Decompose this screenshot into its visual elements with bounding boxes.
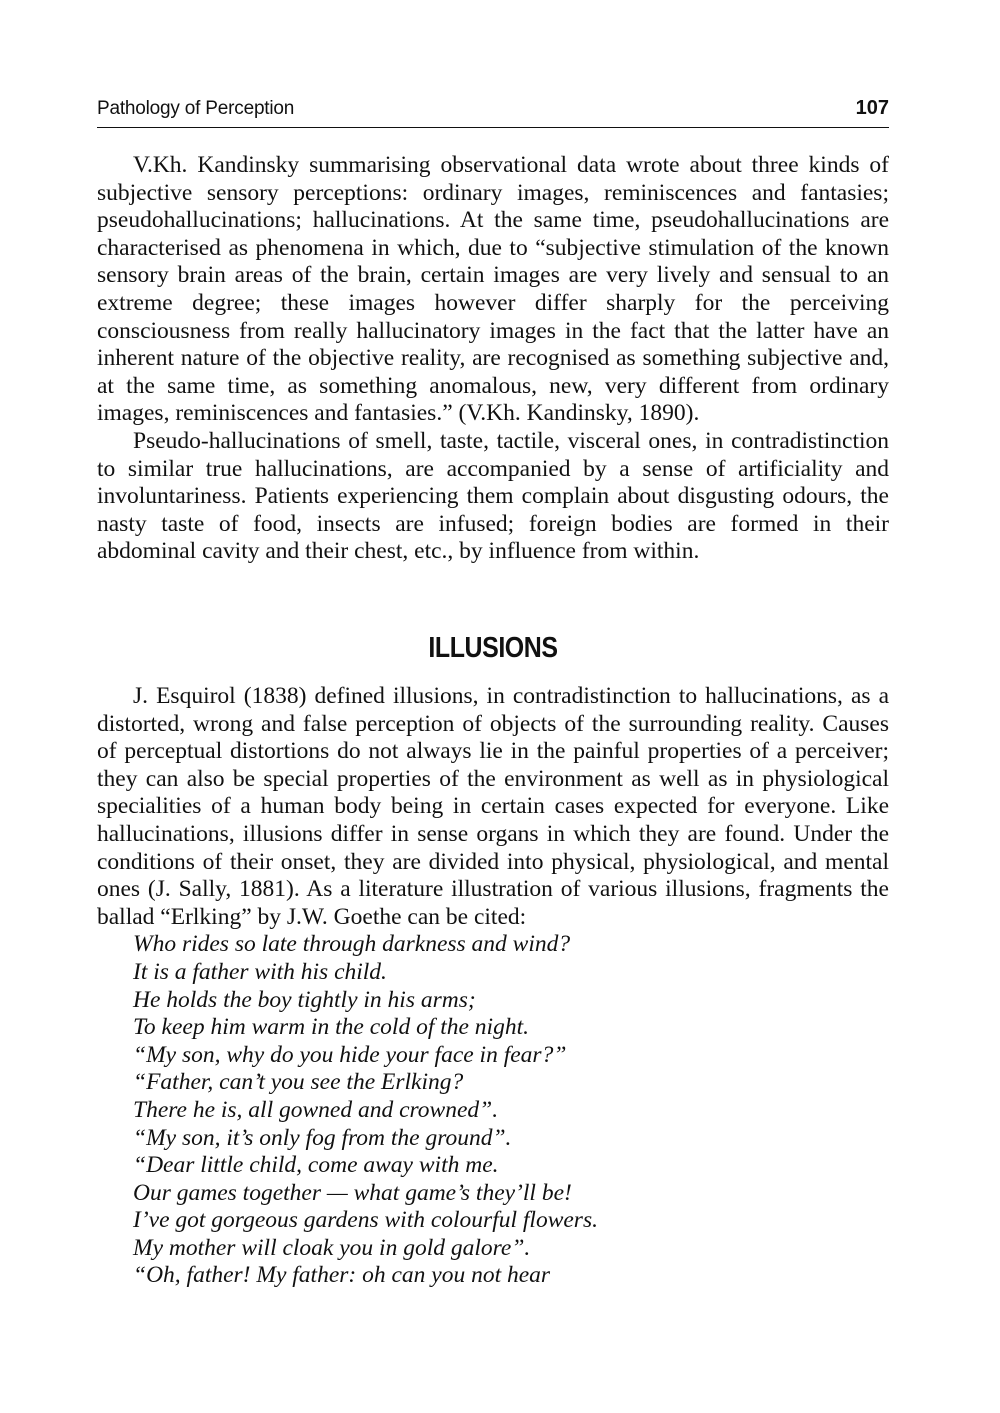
poem-line: “Oh, father! My father: oh can you not hear <box>133 1262 551 1289</box>
section-heading: ILLUSIONS <box>428 632 558 664</box>
poem-line: “My son, why do you hide your face in fear?” <box>133 1041 567 1068</box>
poem-line: To keep him warm in the cold of the night. <box>133 1014 529 1041</box>
poem-line: “Father, can’t you see the Erlking? <box>133 1069 464 1096</box>
poem-line: There he is, all gowned and crowned”. <box>133 1096 499 1123</box>
paragraph-pseudo-hallucinations: Pseudo-hallucinations of smell, taste, tactile, visceral ones, in contradistinction to similar true hallucinations, are accompanied by a sense of artificiality and involuntariness. Patients experiencing them complain about disgusting odours, the nasty taste of food, insects are infused; foreign bodies are formed in their abdominal cavity and their chest, etc., by influence from within. <box>97 427 889 565</box>
poem-line: He holds the boy tightly in his arms; <box>133 986 476 1013</box>
body-text-section-1 <box>97 152 889 566</box>
poem-line: I’ve got gorgeous gardens with colourful flowers. <box>133 1207 598 1234</box>
page-number: 107 <box>855 97 889 119</box>
paragraph-kandinsky: V.Kh. Kandinsky summarising observational data wrote about three kinds of subjective sensory perceptions: ordinary images, reminiscences and fantasies; pseudohallucinations; hallucinations. At the same time, pseudohallucinations are characterised as phenomena in which, due to “subjective stimulation of the known sensory brain areas of the brain, certain images are very lively and sensual to an extreme degree; these images however differ sharply for the perceiving consciousness from really hallucinatory images in the fact that the latter have an inherent nature of the objective reality, are recognised as something subjective and, at the same time, as something anomalous, new, very different from ordinary images, reminiscences and fantasies.” (V.Kh. Kandinsky, 1890). <box>97 152 889 427</box>
poem-erlking <box>97 931 889 1290</box>
poem-line: Our games together — what game’s they’ll be! <box>133 1179 572 1206</box>
paragraph-esquirol: J. Esquirol (1838) defined illusions, in contradistinction to hallucinations, as a distorted, wrong and false perception of objects of the surrounding reality. Causes of perceptual distortions do not always lie in the painful properties of a perceiver; they can also be special properties of the environment as well as in physiological specialities of a human body being in certain cases expected for everyone. Like hallucinations, illusions differ in sense organs in which they are found. Under the conditions of their onset, they are divided into physical, physiological, and mental ones (J. Sally, 1881). As a literature illustration of various illusions, fragments the ballad “Erlking” by J.W. Goethe can be cited: <box>97 683 889 930</box>
poem-line: My mother will cloak you in gold galore”. <box>133 1234 531 1261</box>
running-title: Pathology of Perception <box>97 98 295 119</box>
poem-line: It is a father with his child. <box>133 958 387 985</box>
running-header <box>97 97 889 128</box>
poem-line: Who rides so late through darkness and wind? <box>133 931 571 958</box>
body-text-section-2 <box>97 683 889 1290</box>
poem-line: “My son, it’s only fog from the ground”. <box>133 1124 512 1151</box>
poem-line: “Dear little child, come away with me. <box>133 1152 499 1179</box>
